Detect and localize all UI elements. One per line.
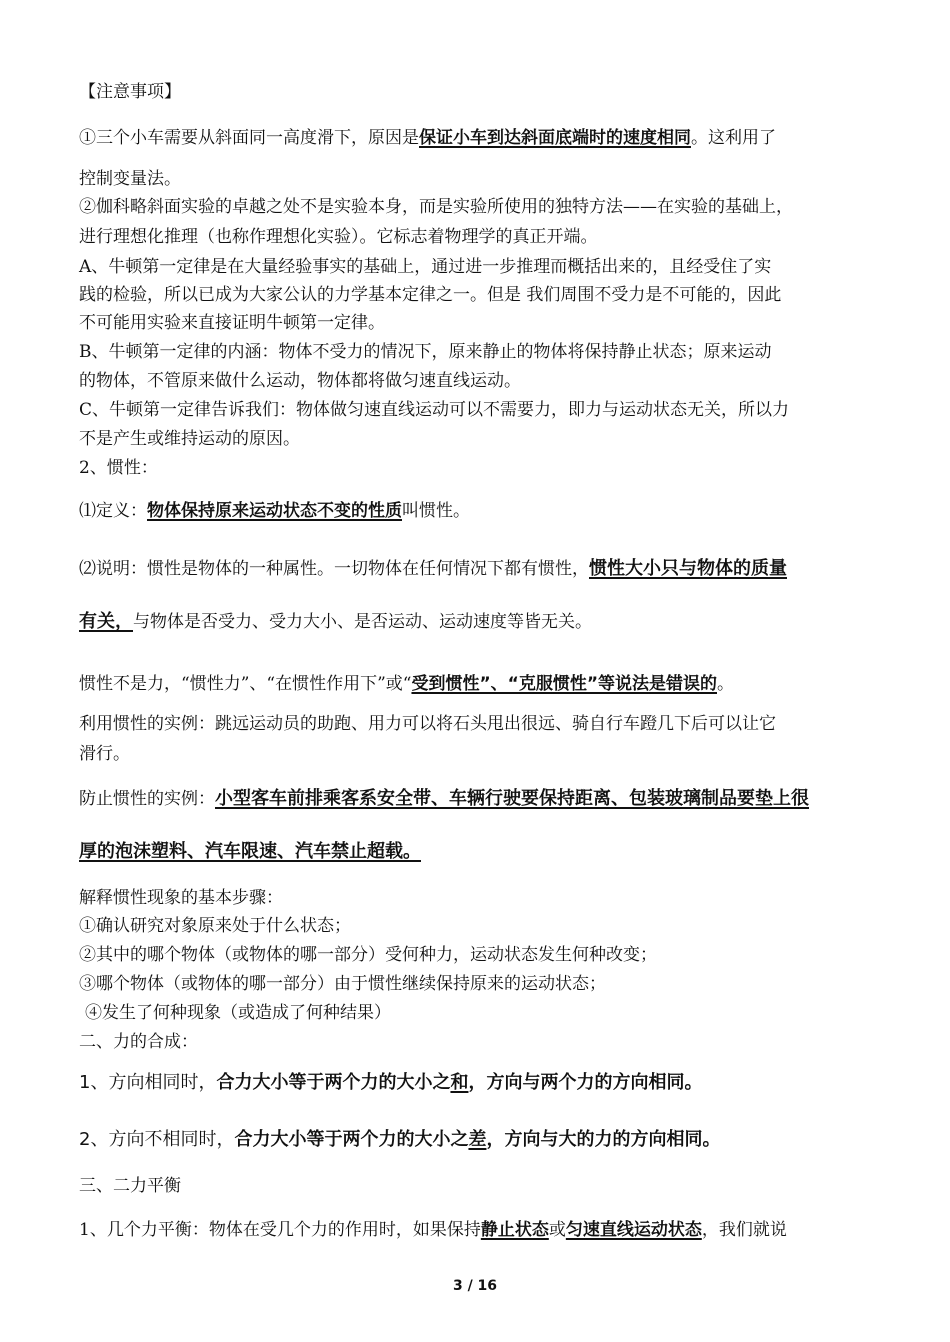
note1-post: 。这利用了 <box>691 128 776 148</box>
rule2-pre: 2、方向不相同时， <box>79 1129 235 1150</box>
use-examples-line1: 利用惯性的实例：跳远运动员的助跑、用力可以将石头甩出很远、骑自行车蹬几下后可以让它 <box>79 714 776 734</box>
rule2-key-underlined: 差 <box>468 1129 487 1150</box>
prevent-key-phrase-1: 小型客车前排乘客系安全带、车辆行驶要保持距离、包装玻璃制品要垫上很 <box>215 788 809 809</box>
prevent-examples-line2 <box>79 840 879 864</box>
pointA-line3: 不可能用实验来直接证明牛顿第一定律。 <box>79 313 385 333</box>
definition-key-phrase: 物体保持原来运动状态不变的性质 <box>147 501 402 521</box>
step-1: ①确认研究对象原来处于什么状态； <box>79 916 351 936</box>
note1-line2: 控制变量法。 <box>79 169 181 189</box>
inertia-not-force <box>79 672 879 696</box>
step-3: ③哪个物体（或物体的哪一部分）由于惯性继续保持原来的运动状态； <box>79 974 606 994</box>
rule1-key-underlined: 和 <box>450 1072 469 1093</box>
note1-line1 <box>79 126 879 150</box>
pointB-line2: 的物体，不管原来做什么运动，物体都将做匀速直线运动。 <box>79 371 521 391</box>
balance-rule-1 <box>79 1218 879 1242</box>
prevent-key-phrase-2: 厚的泡沫塑料、汽车限速、汽车禁止超载。 <box>79 841 421 862</box>
inertia-explanation-line2 <box>79 610 879 634</box>
explanation-post: 与物体是否受力、受力大小、是否运动、运动速度等皆无关。 <box>133 612 592 632</box>
balance-heading: 三、二力平衡 <box>79 1176 181 1196</box>
rule2-key-a: 合力大小等于两个力的大小之 <box>234 1129 469 1150</box>
pointC-line2: 不是产生或维持运动的原因。 <box>79 429 300 449</box>
note2-line1: ②伽科略斜面实验的卓越之处不是实验本身，而是实验所使用的独特方法——在实验的基础上， <box>79 197 793 217</box>
page-number: 3 / 16 <box>452 1278 498 1294</box>
rule1-key-b: ，方向与两个力的方向相同。 <box>468 1072 703 1093</box>
definition-label: ⑴定义： <box>79 501 147 521</box>
not-force-post: 。 <box>717 674 734 694</box>
use-examples-line2: 滑行。 <box>79 744 130 764</box>
not-force-pre: 惯性不是力，“惯性力”、“在惯性作用下”或“ <box>79 674 412 694</box>
balance-key-2: 匀速直线运动状态 <box>565 1220 702 1240</box>
note1-pre: ①三个小车需要从斜面同一高度滑下，原因是 <box>79 128 419 148</box>
balance-post: ，我们就说 <box>701 1220 787 1240</box>
balance-pre: 1、几个力平衡：物体在受几个力的作用时，如果保持 <box>79 1220 481 1240</box>
prevent-pre: 防止惯性的实例： <box>79 789 215 809</box>
not-force-key-phrase: 受到惯性”、“克服惯性”等说法是错误的 <box>411 674 717 694</box>
notes-heading: 【注意事项】 <box>79 82 181 102</box>
explanation-pre: ⑵说明：惯性是物体的一种属性。一切物体在任何情况下都有惯性， <box>79 559 589 579</box>
pointC-line1: C、牛顿第一定律告诉我们：物体做匀速直线运动可以不需要力，即力与运动状态无关，所以力 <box>79 400 790 420</box>
inertia-explanation-line1 <box>79 557 879 581</box>
step-2: ②其中的哪个物体（或物体的哪一部分）受何种力，运动状态发生何种改变； <box>79 945 657 965</box>
definition-post: 叫惯性。 <box>402 501 470 521</box>
pointA-line2: 践的检验，所以已成为大家公认的力学基本定律之一。但是 我们周围不受力是不可能的，因此 <box>79 285 782 305</box>
note1-key-phrase: 保证小车到达斜面底端时的速度相同 <box>419 128 691 148</box>
explanation-key-phrase-2: 有关， <box>79 611 133 632</box>
prevent-examples-line1 <box>79 787 879 811</box>
inertia-definition <box>79 499 879 523</box>
pointB-line1: B、牛顿第一定律的内涵：物体不受力的情况下，原来静止的物体将保持静止状态；原来运动 <box>79 342 772 362</box>
balance-mid: 或 <box>548 1220 566 1240</box>
note2-line2: 进行理想化推理（也称作理想化实验）。它标志着物理学的真正开端。 <box>79 227 598 247</box>
explanation-key-phrase-1: 惯性大小只与物体的质量 <box>589 558 787 579</box>
composition-rule-1 <box>79 1071 879 1095</box>
rule2-key-b: ，方向与大的力的方向相同。 <box>486 1129 721 1150</box>
composition-heading: 二、力的合成： <box>79 1032 198 1052</box>
balance-key-1: 静止状态 <box>480 1220 549 1240</box>
step-4: ④发生了何种现象（或造成了何种结果） <box>85 1003 391 1023</box>
inertia-heading: 2、惯性： <box>79 458 158 478</box>
pointA-line1: A、牛顿第一定律是在大量经验事实的基础上，通过进一步推理而概括出来的，且经受住了实 <box>79 257 772 277</box>
rule1-pre: 1、方向相同时， <box>79 1072 217 1093</box>
rule1-key-a: 合力大小等于两个力的大小之 <box>216 1072 451 1093</box>
steps-title: 解释惯性现象的基本步骤： <box>79 888 283 908</box>
composition-rule-2 <box>79 1128 879 1152</box>
